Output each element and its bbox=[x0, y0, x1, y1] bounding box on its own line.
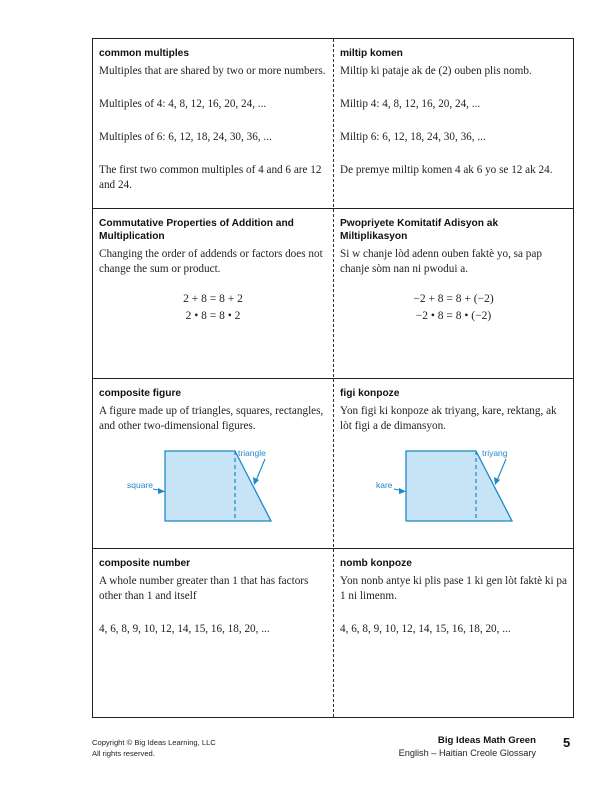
entry-term: figi konpoze bbox=[340, 388, 400, 399]
example-equation: −2 + 8 = 8 + (−2) bbox=[413, 293, 494, 305]
entry-example: The first two common multiples of 4 and 6 are 12 and 24. bbox=[99, 164, 322, 191]
entry-term: composite number bbox=[99, 558, 191, 569]
creole-entry bbox=[334, 379, 573, 548]
arrow-head-icon bbox=[399, 488, 406, 494]
english-entry bbox=[93, 379, 333, 548]
glossary-table bbox=[92, 38, 574, 718]
creole-entry bbox=[334, 549, 573, 717]
creole-entry bbox=[334, 39, 573, 208]
entry-example: Multiples of 4: 4, 8, 12, 16, 20, 24, ... bbox=[99, 98, 267, 110]
example-equation: 2 + 8 = 8 + 2 bbox=[183, 293, 243, 305]
composite-figure-diagram bbox=[364, 445, 524, 525]
creole-entry bbox=[334, 209, 573, 378]
page-number: 5 bbox=[563, 735, 571, 750]
book-info bbox=[399, 735, 536, 759]
square-label: kare bbox=[376, 480, 393, 490]
triangle-label: triyang bbox=[482, 448, 508, 458]
entry-definition: Miltip ki pataje ak de (2) ouben plis nomb. bbox=[340, 65, 532, 77]
entry-example: Multiples of 6: 6, 12, 18, 24, 30, 36, ... bbox=[99, 131, 272, 143]
square-label: square bbox=[127, 480, 153, 490]
english-entry bbox=[93, 39, 333, 208]
copyright-line: Copyright © Big Ideas Learning, LLC bbox=[92, 738, 216, 747]
entry-term: nomb konpoze bbox=[340, 558, 412, 569]
example-equation: −2 • 8 = 8 • (−2) bbox=[415, 310, 492, 322]
glossary-row-composite-number bbox=[93, 549, 573, 717]
glossary-title: English – Haitian Creole Glossary bbox=[398, 748, 536, 758]
entry-example: 4, 6, 8, 9, 10, 12, 14, 15, 16, 18, 20, ... bbox=[99, 623, 270, 635]
entry-term: Commutative Properties of Addition and Multiplication bbox=[99, 218, 294, 242]
arrow-head-icon bbox=[158, 488, 165, 494]
triangle-label: triangle bbox=[238, 448, 266, 458]
entry-example: Miltip 4: 4, 8, 12, 16, 20, 24, ... bbox=[340, 98, 481, 110]
entry-definition: Yon nonb antye ki plis pase 1 ki gen lòt faktè ki pa 1 ni limenm. bbox=[340, 575, 567, 602]
book-title: Big Ideas Math Green bbox=[437, 735, 536, 746]
entry-definition: A figure made up of triangles, squares, rectangles, and other two-dimensional figures. bbox=[99, 405, 324, 432]
english-entry bbox=[93, 209, 333, 378]
glossary-row-commutative-properties bbox=[93, 209, 573, 379]
entry-example: Miltip 6: 6, 12, 18, 24, 30, 36, ... bbox=[340, 131, 486, 143]
entry-term: miltip komen bbox=[340, 48, 403, 59]
english-entry bbox=[93, 549, 333, 717]
composite-shape bbox=[165, 451, 271, 521]
glossary-row-common-multiples bbox=[93, 39, 573, 209]
entry-definition: Changing the order of addends or factors does not change the sum or product. bbox=[99, 248, 323, 275]
composite-figure-diagram bbox=[123, 445, 283, 525]
entry-example: De premye miltip komen 4 ak 6 yo se 12 ak 24. bbox=[340, 164, 553, 176]
entry-definition: Yon figi ki konpoze ak triyang, kare, rektang, ak lòt figi a de dimansyon. bbox=[340, 405, 557, 432]
entry-term: common multiples bbox=[99, 48, 190, 59]
entry-definition: Si w chanje lòd adenn ouben faktè yo, sa pap chanje sòm nan ni pwodui a. bbox=[340, 248, 542, 275]
arrow-head-icon bbox=[253, 477, 259, 485]
entry-term: Pwopriyete Komitatif Adisyon ak Miltiplikasyon bbox=[340, 218, 499, 242]
arrow-head-icon bbox=[494, 477, 500, 485]
entry-example: 4, 6, 8, 9, 10, 12, 14, 15, 16, 18, 20, ... bbox=[340, 623, 511, 635]
entry-definition: Multiples that are shared by two or more numbers. bbox=[99, 65, 326, 77]
entry-definition: A whole number greater than 1 that has factors other than 1 and itself bbox=[99, 575, 309, 602]
glossary-row-composite-figure bbox=[93, 379, 573, 549]
copyright-notice bbox=[92, 738, 216, 759]
entry-term: composite figure bbox=[99, 388, 182, 399]
example-equation: 2 • 8 = 8 • 2 bbox=[185, 310, 241, 322]
rights-line: All rights reserved. bbox=[92, 748, 155, 758]
composite-shape bbox=[406, 451, 512, 521]
